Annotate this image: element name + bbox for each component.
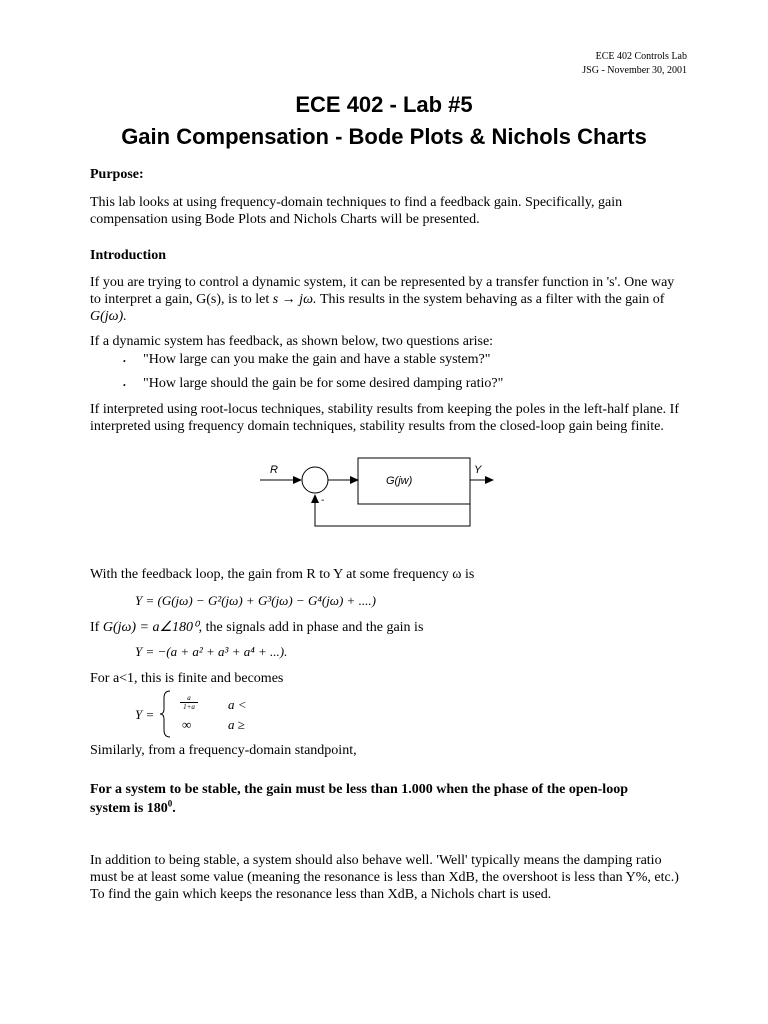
- summing-junction: [302, 467, 328, 493]
- stability-statement-line-2: system is $180^0$.: [90, 798, 176, 816]
- case-1-condition: a <: [228, 697, 247, 712]
- case-2-value: ∞: [182, 717, 192, 732]
- purpose-line-2: compensation using Bode Plots and Nichols Charts will be presented.: [90, 212, 480, 227]
- analysis-paragraph-3: For a<1, this is finite and becomes: [90, 671, 284, 686]
- closing-line-2: must be at least some value (meaning the resonance is less than XdB, the overshoot is less than Y%, etc.): [90, 870, 679, 885]
- purpose-heading: Purpose:: [90, 167, 144, 182]
- fraction: $\frac{a}{1+a}$: [180, 694, 198, 712]
- phase-condition-math: G(jω) = a∠180⁰: [102, 620, 199, 635]
- left-brace: [160, 690, 172, 738]
- analysis-paragraph-4: Similarly, from a frequency-domain standpoint,: [90, 743, 357, 758]
- intro-line-3: G(jω).: [90, 309, 127, 324]
- closing-line-3: To find the gain which keeps the resonance less than XdB, a Nichols chart is used.: [90, 887, 552, 902]
- lab-subtitle: Gain Compensation - Bode Plots & Nichols Charts: [121, 124, 647, 149]
- analysis-paragraph-2: If G(jω) = a∠180⁰, the signals add in phase and the gain is: [90, 620, 424, 635]
- intro-line-1: If you are trying to control a dynamic system, it can be represented by a transfer function in 's'. One way: [90, 275, 675, 290]
- intro-paragraph-2: If a dynamic system has feedback, as shown below, two questions arise:: [90, 334, 494, 349]
- purpose-line-1: This lab looks at using frequency-domain techniques to find a feedback gain. Specifically, gain: [90, 195, 623, 210]
- equation-in-phase: Y = −(a + a² + a³ + a⁴ + ...).: [135, 644, 288, 659]
- header-author-date: JSG - November 30, 2001: [582, 65, 687, 76]
- bullet-item-1: "How large can you make the gain and have a stable system?": [143, 352, 491, 367]
- bullet-item-2: "How large should the gain be for some desired damping ratio?": [143, 376, 504, 391]
- minus-sign: -: [321, 495, 325, 506]
- stability-statement-line-1: For a system to be stable, the gain must be less than 1.000 when the phase of the open-loop: [90, 782, 628, 797]
- header-course: ECE 402 Controls Lab: [595, 51, 687, 62]
- substitution-math: s → jω.: [272, 292, 317, 307]
- case-2-condition: a ≥: [228, 717, 245, 732]
- intro-paragraph-3-line-2: interpreted using frequency domain techniques, stability results from the closed-loop gain being finite.: [90, 419, 664, 434]
- plant-block: [358, 458, 470, 504]
- closing-line-1: In addition to being stable, a system should also behave well. 'Well' typically means the damping ratio: [90, 853, 662, 868]
- intro-line-2: to interpret a gain, G(s), is to let s → jω. This results in the system behaving as a filter with the gain of: [90, 292, 665, 307]
- intro-heading: Introduction: [90, 248, 166, 263]
- equation-series: Y = (G(jω) − G²(jω) + G³(jω) − G⁴(jω) + ....): [135, 593, 376, 608]
- lab-title: ECE 402 - Lab #5: [295, 92, 473, 117]
- page-header: [582, 50, 687, 78]
- plant-label: G(jw): [386, 475, 413, 487]
- input-label-r: R: [270, 464, 278, 476]
- piecewise-lhs: Y =: [135, 707, 155, 722]
- intro-paragraph-3-line-1: If interpreted using root-locus techniques, stability results from keeping the poles in the left-half plane. If: [90, 402, 679, 417]
- analysis-paragraph-1: With the feedback loop, the gain from R to Y at some frequency ω is: [90, 567, 475, 582]
- feedback-block-diagram: [260, 455, 510, 535]
- output-label-y: Y: [474, 464, 482, 476]
- bullet-dot: •: [123, 381, 126, 390]
- bullet-dot: •: [123, 357, 126, 366]
